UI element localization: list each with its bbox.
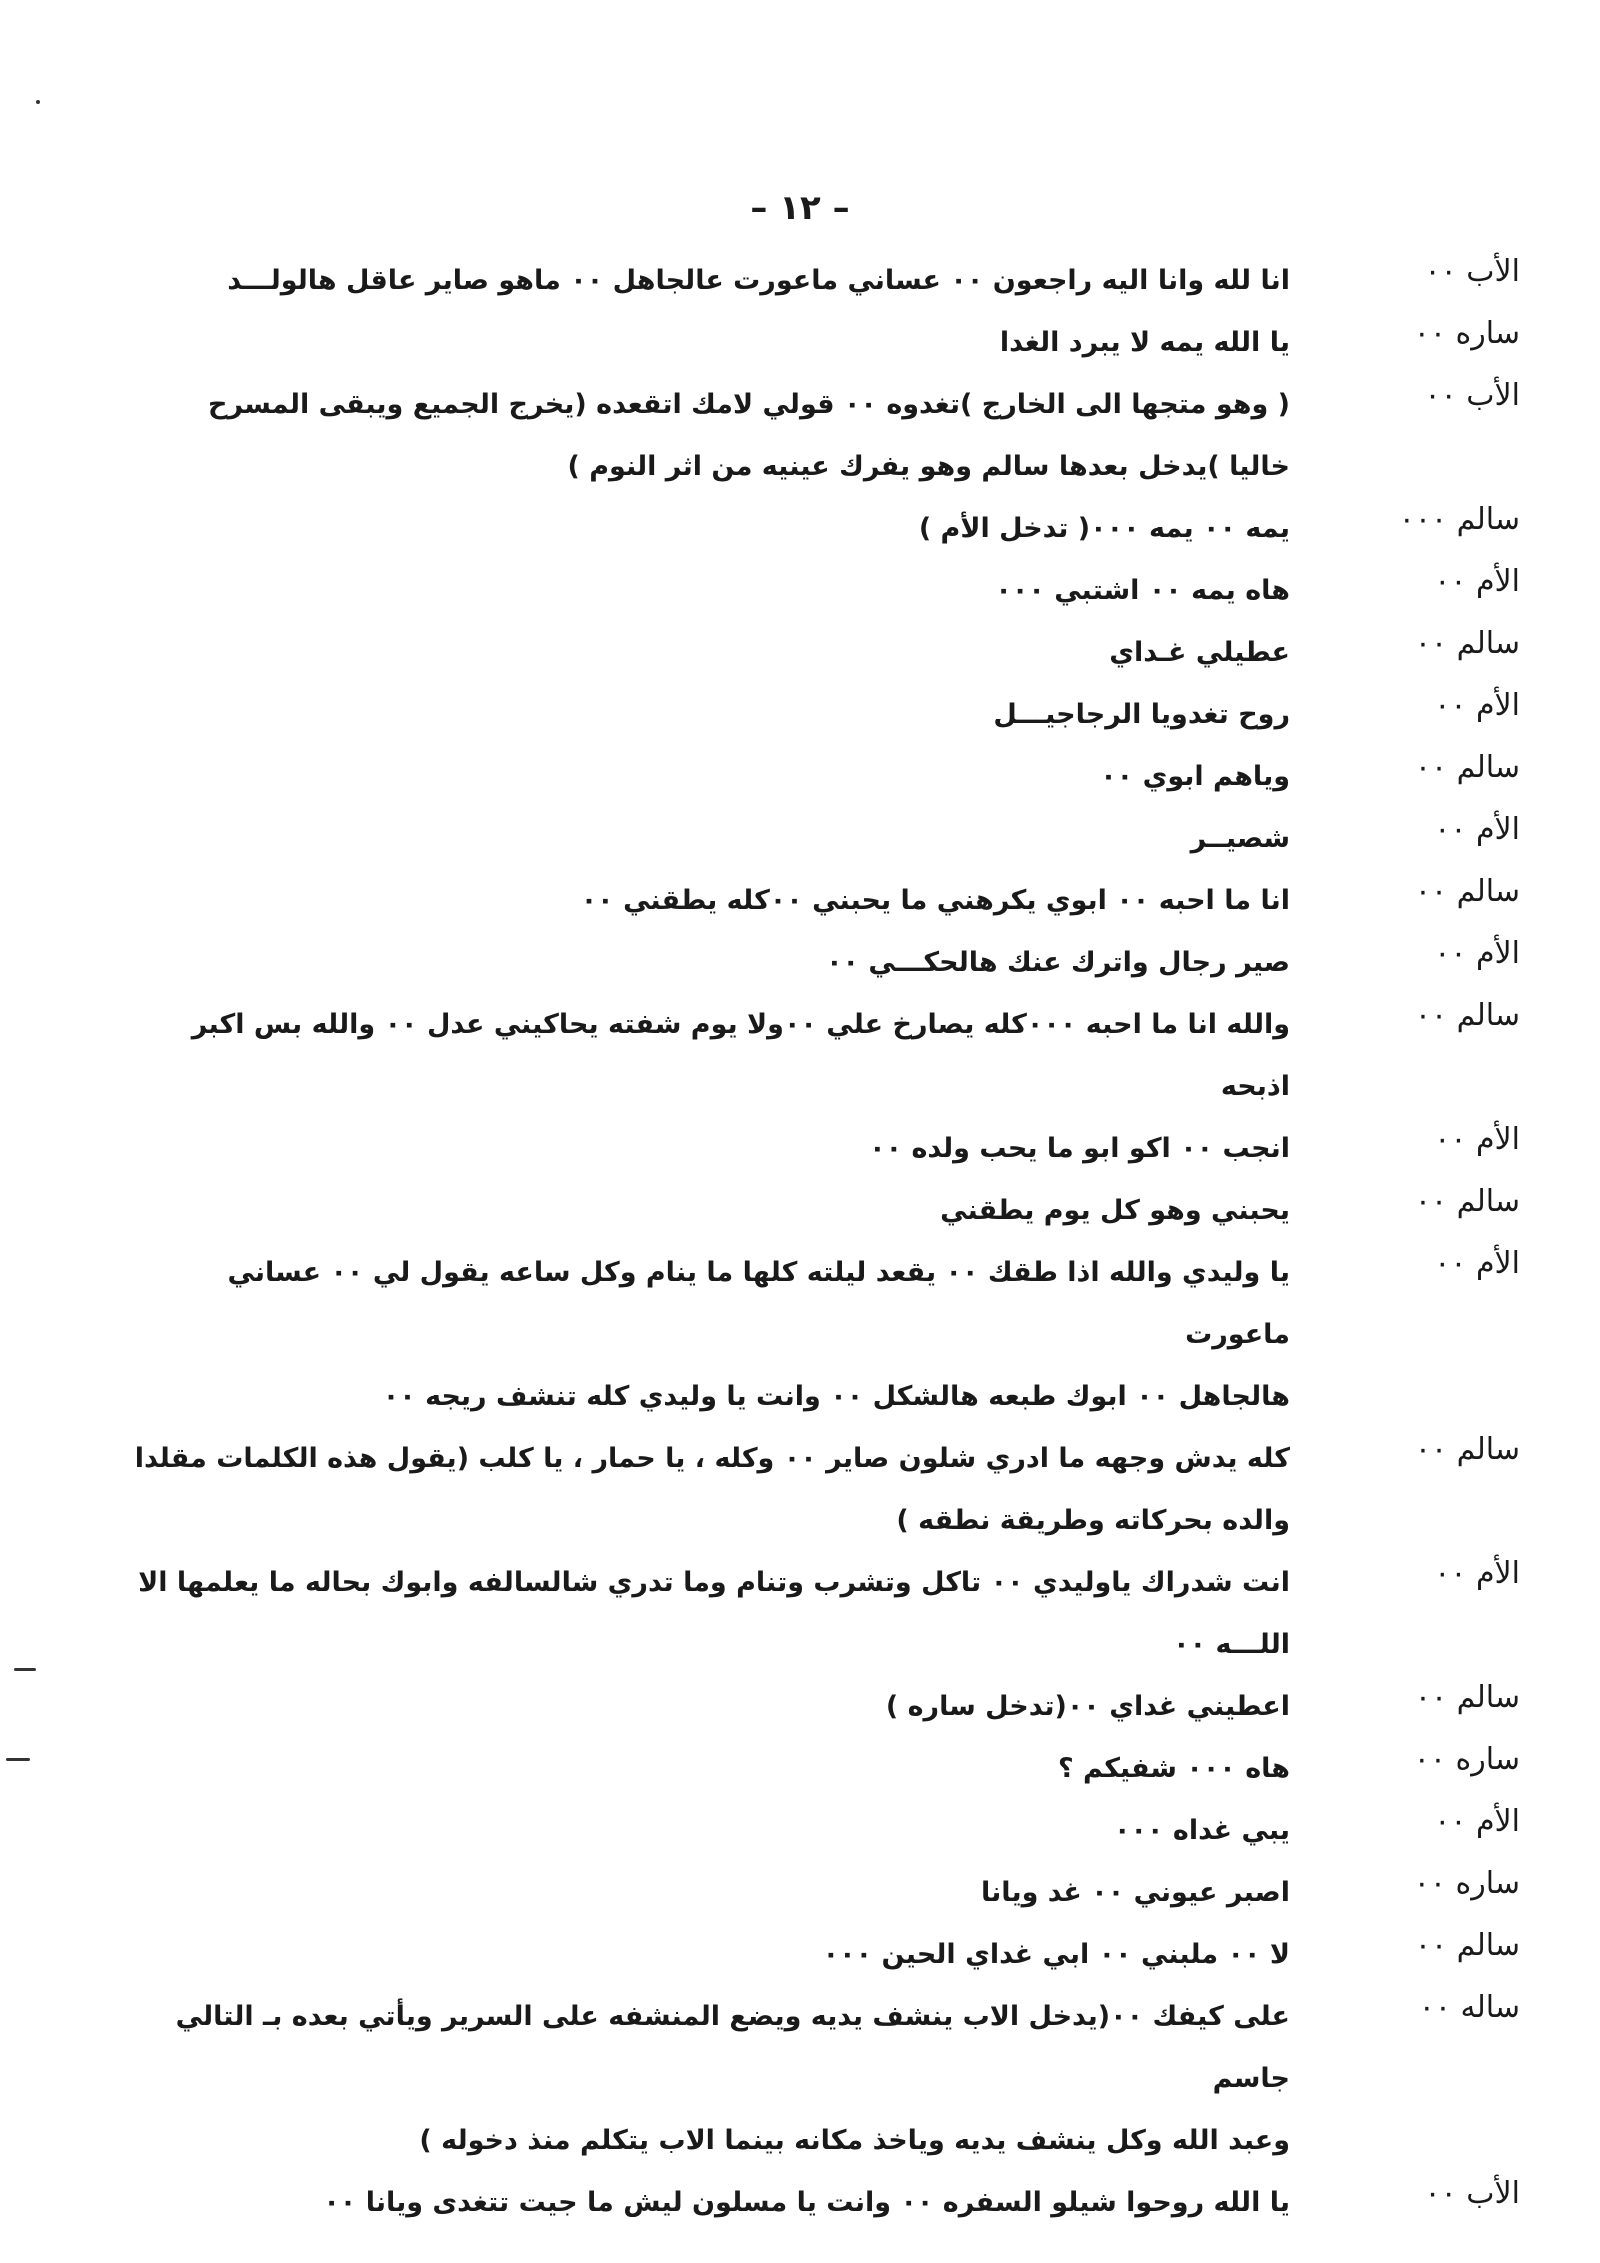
scan-mark (14, 1668, 36, 1671)
speaker-name: الأم ٠٠ (1434, 688, 1520, 723)
dialogue-line: والده بحركاته وطريقة نطقه ) (896, 1505, 1290, 1536)
speaker-name: الأم ٠٠ (1434, 564, 1520, 599)
speaker-name: ساره ٠٠ (1413, 1742, 1520, 1777)
dialogue-row (130, 312, 1520, 374)
dialogue-line: شصيــر (1190, 823, 1290, 854)
speaker-name: ساره ٠٠ (1413, 1866, 1520, 1901)
dialogue-row (130, 870, 1520, 932)
dialogue-line: انجب ٠٠ اكو ابو ما يحب ولده ٠٠ (869, 1133, 1290, 1164)
dialogue-line: صير رجال واترك عنك هالحكـــي ٠٠ (826, 947, 1290, 978)
dialogue-line: يمه ٠٠ يمه ٠٠٠( تدخل الأم ) (918, 513, 1290, 544)
speaker-name: الأب ٠٠ (1424, 254, 1520, 289)
dialogue-row (130, 932, 1520, 994)
speaker-name: الأب ٠٠ (1424, 378, 1520, 413)
dialogue-line: يبي غداه ٠٠٠ (1114, 1815, 1290, 1846)
dialogue-row (130, 684, 1520, 746)
dialogue-row (130, 1428, 1520, 1552)
dialogue-line: خاليا )يدخل بعدها سالم وهو يفرك عينيه من اثر النوم ) (567, 451, 1290, 482)
dialogue-line: هاه يمه ٠٠ اشتبي ٠٠٠ (995, 575, 1290, 606)
speaker-name: سالم ٠٠ (1414, 750, 1520, 785)
dialogue-row (130, 1738, 1520, 1800)
speaker-name: الأم ٠٠ (1434, 1556, 1520, 1591)
speaker-name: سالم ٠٠ (1414, 1680, 1520, 1715)
dialogue-line: ( وهو متجها الى الخارج )تغدوه ٠٠ قولي لامك اتقعده (يخرج الجميع ويبقى المسرح (208, 389, 1290, 420)
speaker-name: سالم ٠٠ (1414, 998, 1520, 1033)
dialogue-row (130, 1924, 1520, 1986)
dialogue-row (130, 1986, 1520, 2172)
dialogue-line: والله انا ما احبه ٠٠٠كله يصارخ علي ٠٠ولا يوم شفته يحاكيني عدل ٠٠ والله بس اكبر اذبحه (191, 1009, 1290, 1102)
speaker-name: سالم ٠٠ (1414, 874, 1520, 909)
dialogue-line: انت شدراك ياوليدي ٠٠ تاكل وتشرب وتنام وما تدري شالسالفه وابوك بحاله ما يعلمها الا (138, 1567, 1290, 1598)
dialogue-line: يا الله روحوا شيلو السفره ٠٠ وانت يا مسلون ليش ما جيت تتغدى ويانا ٠٠ (323, 2187, 1290, 2218)
speaker-name: الأم ٠٠ (1434, 936, 1520, 971)
dialogue-row (130, 498, 1520, 560)
dialogue-line: هالجاهل ٠٠ ابوك طبعه هالشكل ٠٠ وانت يا وليدي كله تنشف ريجه ٠٠ (382, 1381, 1290, 1412)
dialogue-row (130, 1800, 1520, 1862)
dialogue-line: يا الله يمه لا يبرد الغدا (999, 327, 1290, 358)
dialogue-row (130, 2172, 1520, 2234)
speaker-name: الأم ٠٠ (1434, 812, 1520, 847)
scan-mark (6, 1758, 30, 1761)
speaker-name: ساره ٠٠ (1413, 316, 1520, 351)
dialogue-row (130, 1676, 1520, 1738)
speaker-name: سالم ٠٠ (1414, 1184, 1520, 1219)
dialogue-row (130, 1118, 1520, 1180)
speaker-name: الأم ٠٠ (1434, 1122, 1520, 1157)
speaker-name: سالم ٠٠ (1414, 1928, 1520, 1963)
speaker-name: ساله ٠٠ (1418, 1990, 1520, 2025)
dialogue-line: وعبد الله وكل ينشف يديه وياخذ مكانه بينما الاب يتكلم منذ دخوله ) (419, 2125, 1290, 2156)
dialogue-line: انا ما احبه ٠٠ ابوي يكرهني ما يحبني ٠٠كله يطقني ٠٠ (580, 885, 1290, 916)
dialogue-row (130, 622, 1520, 684)
dialogue-row (130, 994, 1520, 1118)
speaker-name: سالم ٠٠ (1414, 626, 1520, 661)
dialogue-line: لا ٠٠ ملبني ٠٠ ابي غداي الحين ٠٠٠ (822, 1939, 1290, 1970)
dialogue-line: كله يدش وجهه ما ادري شلون صاير ٠٠ وكله ، يا حمار ، يا كلب (يقول هذه الكلمات مقلدا (134, 1443, 1290, 1474)
dialogue-line: روح تغدويا الرجاجيـــل (993, 699, 1290, 730)
speaker-name: سالم ٠٠ (1414, 1432, 1520, 1467)
scan-mark (36, 100, 40, 104)
dialogue-line: اللـــه ٠٠ (1173, 1629, 1290, 1660)
dialogue-row (130, 1552, 1520, 1676)
dialogue-row (130, 374, 1520, 498)
dialogue-line: يحبني وهو كل يوم يطقني (940, 1195, 1290, 1226)
dialogue-row (130, 1180, 1520, 1242)
speaker-name: الأم ٠٠ (1434, 1804, 1520, 1839)
dialogue-line: على كيفك ٠٠(يدخل الاب ينشف يديه ويضع المنشفه على السرير ويأتي بعده بـ التالي جاسم (175, 2001, 1290, 2094)
dialogue-line: اعطيني غداي ٠٠(تدخل ساره ) (885, 1691, 1290, 1722)
dialogue-row (130, 1242, 1520, 1428)
dialogue-script (130, 250, 1520, 2234)
speaker-name: سالم ٠٠٠ (1398, 502, 1520, 537)
dialogue-row (130, 1862, 1520, 1924)
page-number: – ١٢ – (750, 188, 850, 228)
dialogue-line: اصبر عيوني ٠٠ غد ويانا (981, 1877, 1290, 1908)
dialogue-row (130, 746, 1520, 808)
speaker-name: الأم ٠٠ (1434, 1246, 1520, 1281)
dialogue-row (130, 250, 1520, 312)
dialogue-line: وياهم ابوي ٠٠ (1100, 761, 1290, 792)
dialogue-line: انا لله وانا اليه راجعون ٠٠ عساني ماعورت عالجاهل ٠٠ ماهو صاير عاقل هالولـــد (227, 265, 1290, 296)
speaker-name: الأب ٠٠ (1424, 2176, 1520, 2211)
dialogue-row (130, 808, 1520, 870)
dialogue-row (130, 560, 1520, 622)
dialogue-line: هاه ٠٠٠ شفيكم ؟ (1058, 1753, 1290, 1784)
dialogue-line: يا وليدي والله اذا طقك ٠٠ يقعد ليلته كلها ما ينام وكل ساعه يقول لي ٠٠ عساني ماعورت (227, 1257, 1290, 1350)
dialogue-line: عطيلي غـداي (1109, 637, 1290, 668)
